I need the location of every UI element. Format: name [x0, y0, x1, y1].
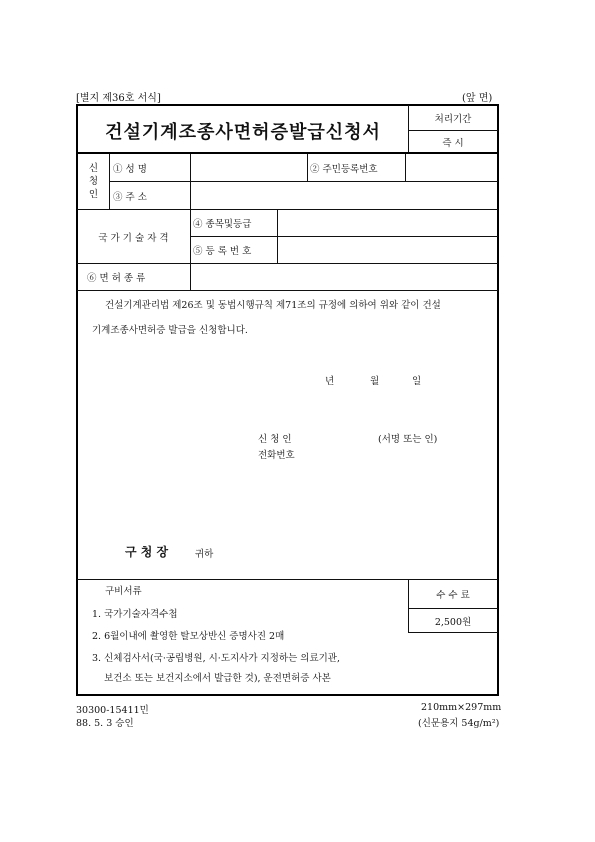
- rrn-label: ② 주민등록번호: [310, 163, 378, 175]
- grade-field[interactable]: [279, 211, 496, 235]
- processing-period-value: 즉 시: [442, 137, 464, 149]
- date-year: 년: [325, 376, 335, 387]
- date-day: 일: [412, 376, 422, 387]
- phone-label: 전화번호: [258, 450, 295, 461]
- license-type-field[interactable]: [192, 265, 496, 289]
- form-code: 30300-15411민: [76, 705, 149, 716]
- statement-line-2: 기계조종사면허증 발급을 신청합니다.: [92, 325, 248, 336]
- address-field[interactable]: [192, 183, 496, 208]
- addressee-name: 구 청 장: [125, 545, 169, 559]
- name-field[interactable]: [192, 155, 306, 180]
- name-label: ① 성 명: [113, 163, 147, 175]
- rrn-left-divider: [307, 154, 308, 181]
- applicant-group-label: 신 청 인: [88, 163, 99, 200]
- document-item: 3. 신체검사서(국·공립병원, 시·도지사가 지정하는 의료기관,: [92, 653, 341, 664]
- approval-date: 88. 5. 3 승인: [76, 718, 134, 729]
- document-item: 보건소 또는 보건지소에서 발급한 것), 운전면허증 사본: [92, 673, 331, 684]
- processing-period-label: 처리기간: [434, 114, 472, 125]
- frame-bottom: [76, 694, 499, 696]
- rrn-right-divider: [405, 154, 406, 181]
- documents-heading: 구비서류: [105, 586, 142, 597]
- applicant-sign-label: 신 청 인: [258, 434, 292, 445]
- grade-label: ④ 종목및등급: [193, 219, 252, 230]
- addressee-suffix: 귀하: [195, 549, 214, 560]
- registration-number-label: ⑤ 등 록 번 호: [193, 246, 252, 257]
- page-side-label: (앞 면): [462, 93, 493, 104]
- fee-bottom-line: [408, 632, 498, 633]
- document-item: 1. 국가기술자격수첩: [92, 609, 178, 620]
- fee-value: 2,500원: [434, 616, 472, 628]
- date-month: 월: [370, 376, 380, 387]
- qualification-label: 국 가 기 술 자 격: [98, 232, 169, 244]
- rrn-field[interactable]: [407, 155, 496, 180]
- address-label: ③ 주 소: [113, 191, 147, 203]
- form-number: [별지 제36호 서식]: [76, 93, 161, 104]
- document-item: 2. 6월이내에 촬영한 탈모상반신 증명사진 2매: [92, 631, 285, 642]
- form-title: 건설기계조종사면허증발급신청서: [105, 122, 381, 143]
- sign-or-seal-hint: (서명 또는 인): [378, 434, 438, 445]
- license-type-divider: [190, 263, 191, 290]
- license-type-bottom-line: [77, 290, 498, 291]
- registration-number-field[interactable]: [279, 238, 496, 262]
- paper-size: 210mm×297mm: [421, 702, 502, 713]
- license-type-label: ⑥ 면 허 종 류: [87, 273, 146, 284]
- paper-type: (신문용지 54g/m²): [418, 718, 500, 729]
- fee-label: 수 수 료: [436, 590, 470, 601]
- statement-line-1: 건설기계관리법 제26조 및 동법시행규칙 제71조의 규정에 의하여 위와 같이 건설: [105, 300, 441, 311]
